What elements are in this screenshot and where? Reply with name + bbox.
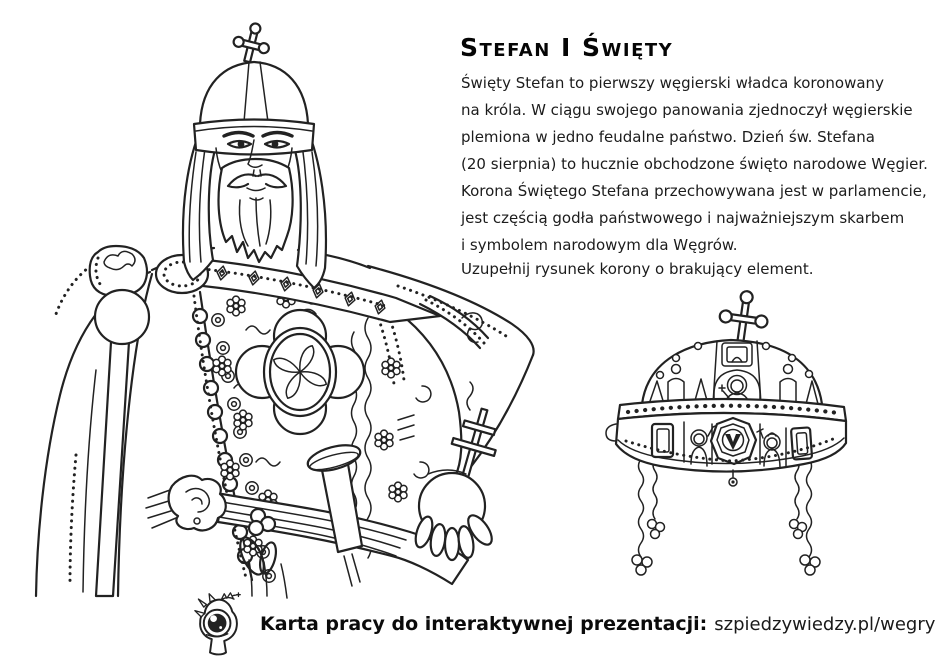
crown-dome xyxy=(642,340,822,404)
footer-link: szpiedzywiedzy.pl/wegry xyxy=(714,614,936,635)
text-line: jest częścią godła państwowego i najważniejszym skarbem xyxy=(461,209,905,227)
royal-orb xyxy=(412,403,505,560)
rosette xyxy=(236,310,364,434)
text-line: i symbolem narodowym dla Węgrów. xyxy=(461,236,738,254)
text-line: plemiona w jedno feudalne państwo. Dzień św. Stefana xyxy=(461,128,875,146)
mascot-logo-icon xyxy=(186,592,250,656)
holy-crown-drawing xyxy=(600,290,930,590)
scepter xyxy=(95,290,149,596)
text-line: (20 sierpnia) to hucznie obchodzone święto narodowe Węgier. xyxy=(461,155,928,173)
footer-label: Karta pracy do interaktywnej prezentacji: xyxy=(260,613,708,635)
text-line: Uzupełnij rysunek korony o brakujący element. xyxy=(461,260,814,278)
intro-paragraph xyxy=(461,70,928,178)
page-title: Stefan I Święty xyxy=(460,33,674,62)
task-paragraph xyxy=(461,256,813,283)
footer xyxy=(186,592,935,656)
crown-paragraph xyxy=(461,178,927,259)
text-line: na króla. W ciągu swojego panowania zjednoczył węgierskie xyxy=(461,101,913,119)
king-crown xyxy=(194,19,314,154)
text-line: Korona Świętego Stefana przechowywana jest w parlamencie, xyxy=(461,182,927,200)
text-line: Święty Stefan to pierwszy węgierski władca koronowany xyxy=(461,74,884,92)
crown-cross-icon xyxy=(230,19,274,66)
